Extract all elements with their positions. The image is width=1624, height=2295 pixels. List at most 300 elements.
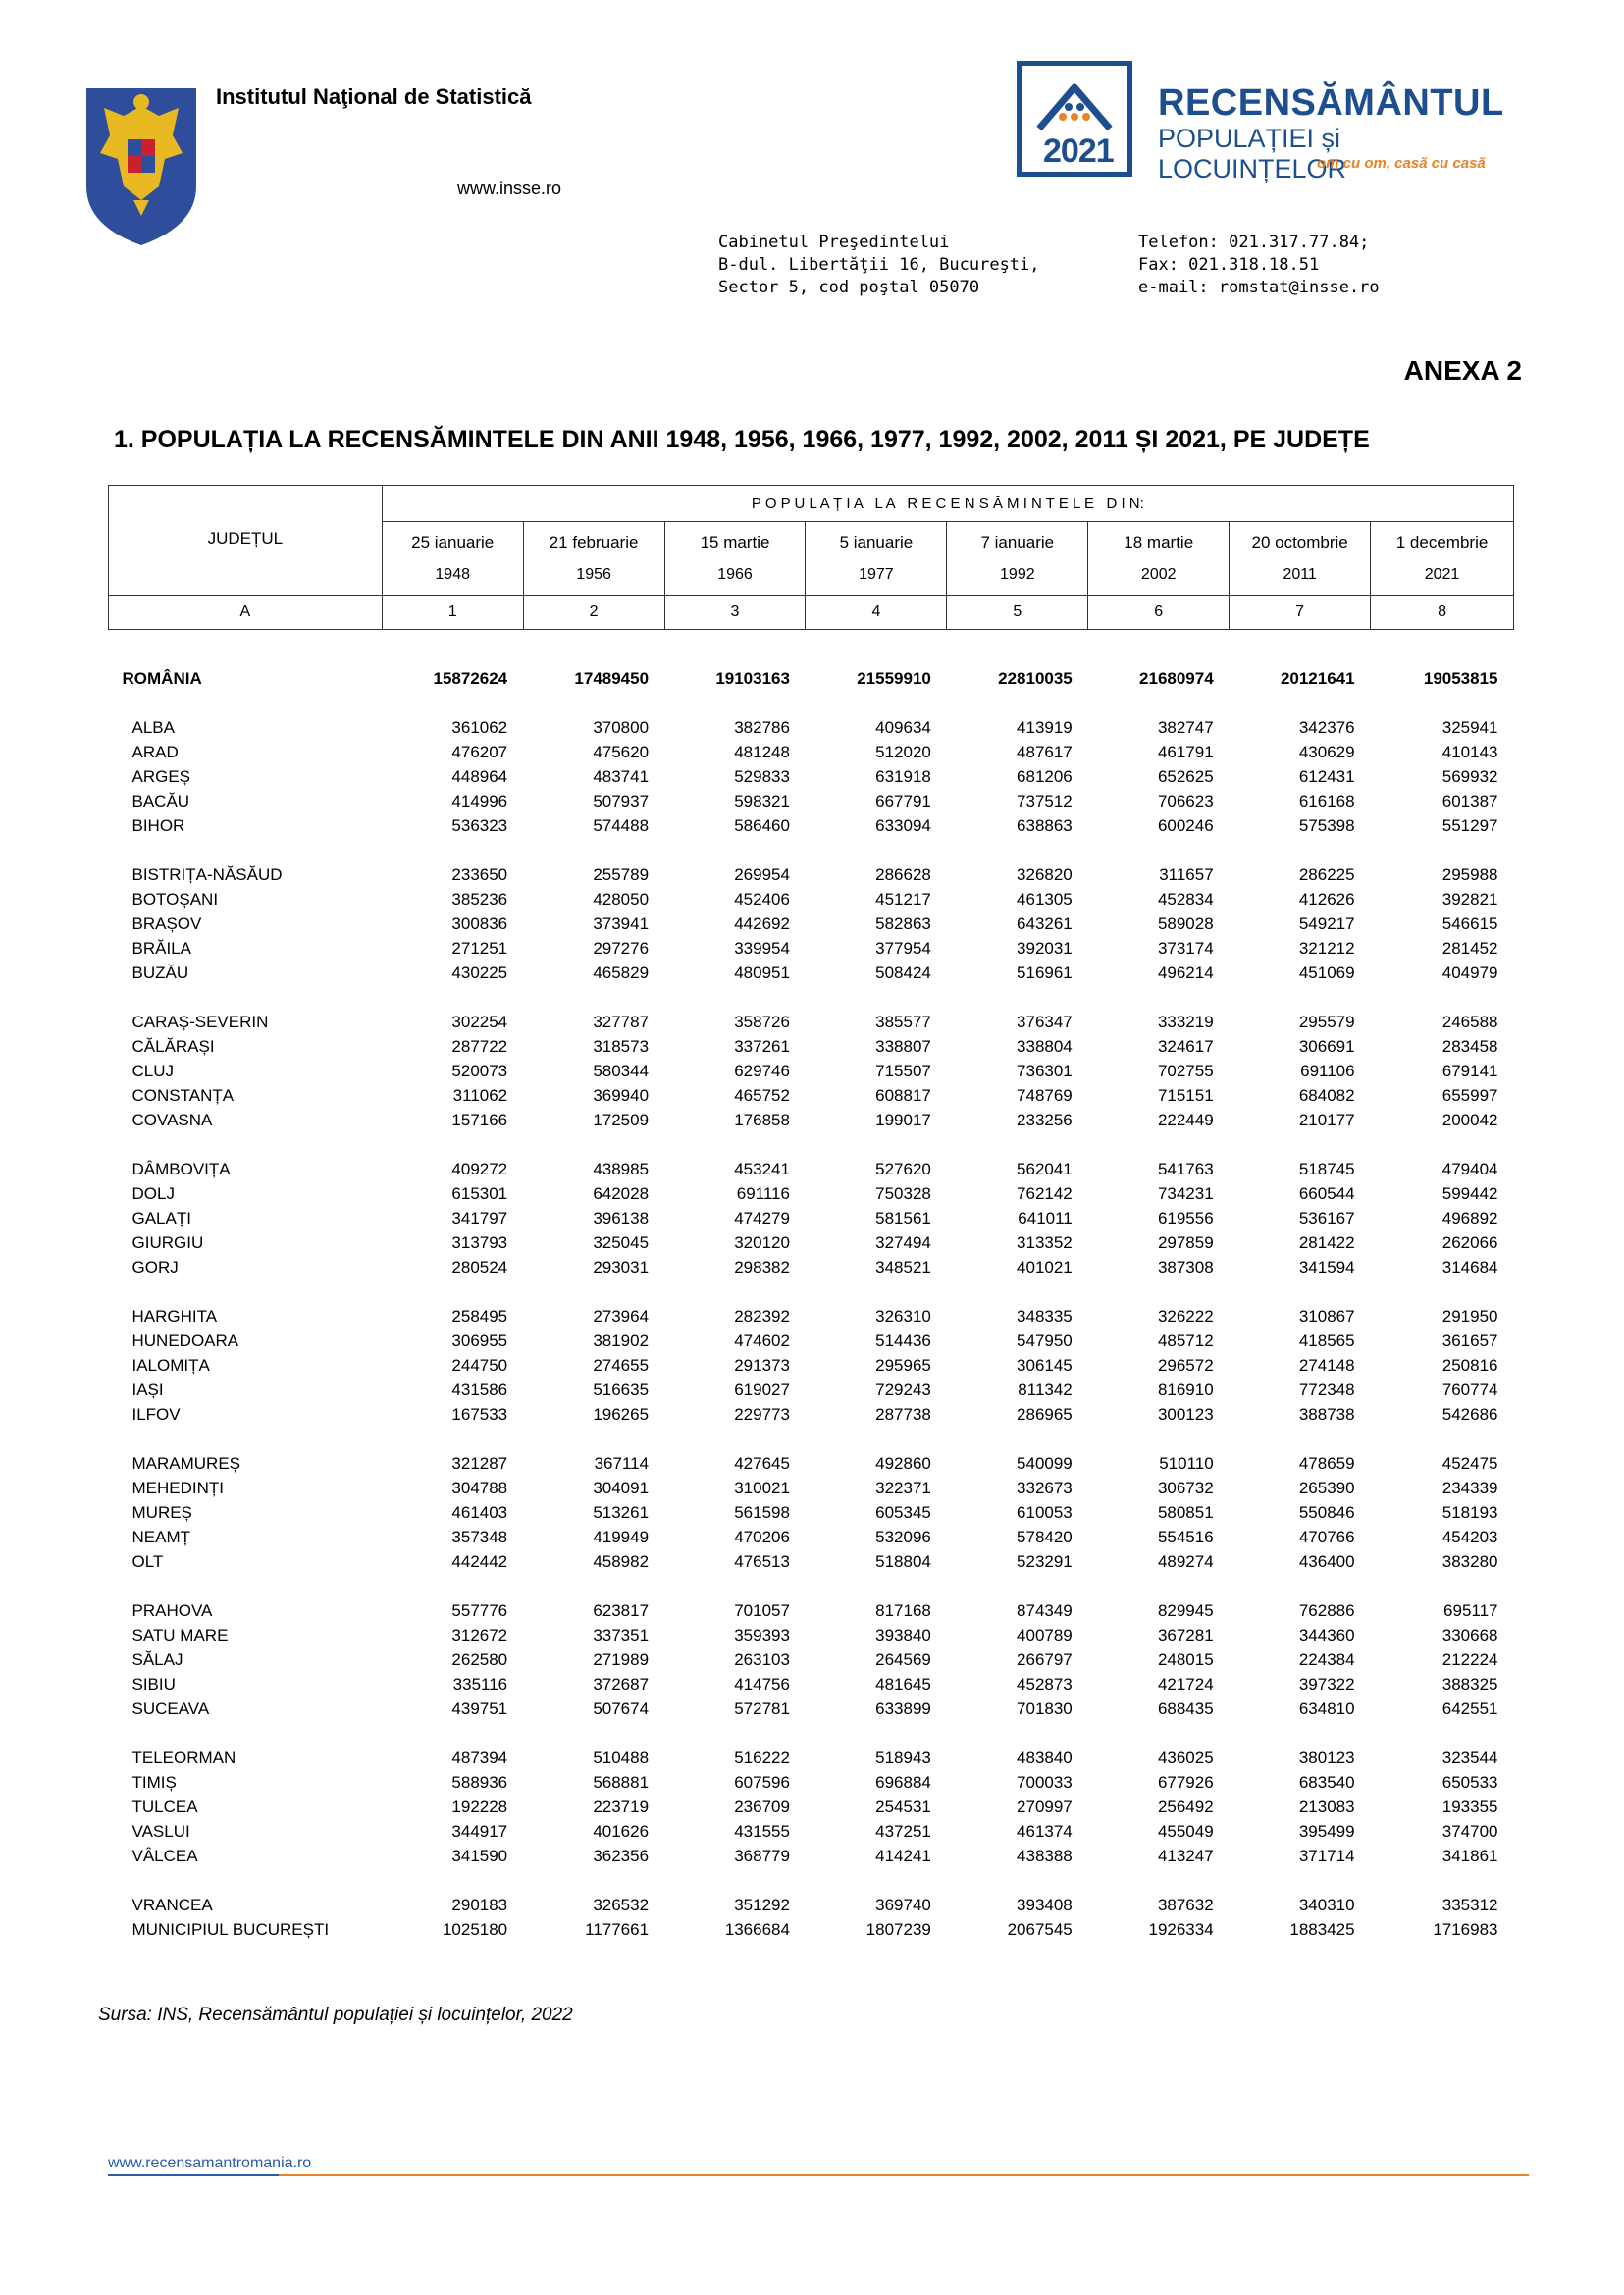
population-value: 421724 <box>1157 1674 1214 1694</box>
population-value: 2067545 <box>1007 1919 1073 1939</box>
population-value: 684082 <box>1298 1085 1355 1105</box>
population-value: 605345 <box>875 1502 931 1522</box>
population-value: 481248 <box>734 742 790 761</box>
population-value: 561598 <box>734 1502 790 1522</box>
population-value: 341797 <box>451 1208 508 1227</box>
county-name: CARAȘ-SEVERIN <box>131 1012 269 1031</box>
population-value: 578420 <box>1017 1527 1073 1546</box>
table-row <box>109 1181 1514 1206</box>
spacer-row <box>109 1279 1514 1304</box>
population-value: 772348 <box>1298 1380 1355 1399</box>
population-value: 431586 <box>451 1380 508 1399</box>
population-value: 598321 <box>734 791 790 810</box>
population-value: 311657 <box>1159 864 1214 884</box>
population-value: 438985 <box>593 1159 650 1178</box>
table-row <box>109 1525 1514 1549</box>
table-row <box>109 789 1514 813</box>
population-value: 291950 <box>1441 1306 1498 1326</box>
population-value: 388738 <box>1298 1404 1355 1424</box>
population-value: 290183 <box>451 1895 508 1914</box>
census-date-header <box>1371 522 1514 596</box>
column-index: 1 <box>382 596 523 630</box>
population-value: 338804 <box>1017 1036 1073 1056</box>
population-value: 313793 <box>451 1232 508 1252</box>
population-value: 287738 <box>875 1404 931 1424</box>
population-value: 306732 <box>1157 1478 1214 1497</box>
table-row <box>109 1672 1514 1696</box>
population-value: 518804 <box>875 1551 931 1571</box>
population-value: 508424 <box>875 963 931 982</box>
population-value: 298382 <box>734 1257 790 1277</box>
county-name: BISTRIȚA-NĂSĂUD <box>131 864 283 884</box>
spacer-row <box>109 1427 1514 1451</box>
census-date: 20 octombrie <box>1251 533 1348 551</box>
population-value: 395499 <box>1298 1821 1355 1841</box>
population-value: 549217 <box>1298 913 1355 933</box>
population-value: 516961 <box>1017 963 1073 982</box>
population-value: 453241 <box>734 1159 790 1178</box>
census-date-header <box>1088 522 1230 596</box>
table-row <box>109 1034 1514 1059</box>
population-value: 412626 <box>1298 889 1355 909</box>
county-name: COVASNA <box>131 1110 213 1129</box>
population-value: 701830 <box>1017 1698 1073 1718</box>
population-value: 266797 <box>1017 1649 1073 1669</box>
population-value: 427645 <box>734 1453 790 1473</box>
population-value: 413919 <box>1017 717 1073 737</box>
census-logo-box <box>1017 61 1132 177</box>
column-index: 4 <box>806 596 947 630</box>
population-value: 401626 <box>593 1821 650 1841</box>
population-value: 667791 <box>875 791 931 810</box>
population-value: 410143 <box>1441 742 1498 761</box>
population-value: 325941 <box>1441 717 1498 737</box>
column-index: 2 <box>523 596 664 630</box>
population-value: 369740 <box>875 1895 931 1914</box>
population-value: 612431 <box>1298 766 1355 786</box>
table-row <box>109 764 1514 789</box>
population-value: 234339 <box>1441 1478 1498 1497</box>
population-value: 811342 <box>1018 1380 1073 1399</box>
population-value: 608817 <box>875 1085 931 1105</box>
population-value: 370800 <box>593 717 650 737</box>
population-value: 19103163 <box>715 668 790 688</box>
institute-website[interactable]: www.insse.ro <box>457 179 562 198</box>
population-value: 476513 <box>734 1551 790 1571</box>
population-value: 248015 <box>1157 1649 1214 1669</box>
spacer-row <box>109 1279 1514 1304</box>
total-row <box>109 666 1514 691</box>
table-row <box>109 1598 1514 1623</box>
population-value: 610053 <box>1017 1502 1073 1522</box>
population-value: 287722 <box>451 1036 508 1056</box>
population-value: 589028 <box>1157 913 1214 933</box>
population-value: 436025 <box>1157 1747 1214 1767</box>
column-index: 7 <box>1230 596 1371 630</box>
spacer-row <box>109 630 1514 667</box>
spacer-row <box>109 1427 1514 1451</box>
population-value: 330668 <box>1441 1625 1498 1644</box>
population-value: 546615 <box>1441 913 1498 933</box>
population-value: 20121641 <box>1280 668 1355 688</box>
population-value: 436400 <box>1298 1551 1355 1571</box>
population-value: 17489450 <box>574 668 650 688</box>
population-value: 430225 <box>451 963 508 982</box>
spacer-row <box>109 1721 1514 1746</box>
county-name: TIMIȘ <box>131 1772 177 1792</box>
population-value: 283458 <box>1441 1036 1498 1056</box>
county-name: CĂLĂRAȘI <box>131 1036 215 1056</box>
population-value: 311062 <box>452 1085 508 1105</box>
census-year: 2002 <box>1140 566 1177 583</box>
table-row <box>109 1010 1514 1034</box>
house-icon <box>1029 74 1120 132</box>
population-value: 760774 <box>1441 1380 1498 1399</box>
population-value: 586460 <box>734 815 790 835</box>
population-value: 413247 <box>1157 1846 1214 1865</box>
table-row <box>109 1304 1514 1329</box>
population-value: 306691 <box>1298 1036 1355 1056</box>
population-value: 167533 <box>451 1404 508 1424</box>
population-value: 431555 <box>734 1821 790 1841</box>
spacer-row <box>109 691 1514 715</box>
population-value: 322371 <box>875 1478 931 1497</box>
population-value: 650533 <box>1441 1772 1498 1792</box>
population-value: 478659 <box>1298 1453 1355 1473</box>
population-value: 341861 <box>1441 1846 1498 1865</box>
county-name: GIURGIU <box>131 1232 204 1252</box>
population-value: 367114 <box>594 1453 650 1473</box>
population-value: 829945 <box>1157 1600 1214 1620</box>
cabinet-line: Sector 5, cod poştal 05070 <box>718 278 980 297</box>
population-value: 816910 <box>1157 1380 1214 1399</box>
population-value: 172509 <box>593 1110 650 1129</box>
population-value: 619027 <box>734 1380 790 1399</box>
institute-name: Institutul Naţional de Statistică <box>216 84 532 109</box>
county-name: BUZĂU <box>131 963 189 982</box>
table-row <box>109 1206 1514 1230</box>
population-value: 348335 <box>1017 1306 1073 1326</box>
population-value: 696884 <box>875 1772 931 1792</box>
population-value: 762142 <box>1017 1183 1073 1203</box>
population-value: 461305 <box>1017 889 1073 909</box>
population-value: 19053815 <box>1423 668 1498 688</box>
population-value: 540099 <box>1017 1453 1073 1473</box>
population-value: 282392 <box>734 1306 790 1326</box>
cabinet-line: B-dul. Libertăţii 16, Bucureşti, <box>718 255 1040 275</box>
county-name: SUCEAVA <box>131 1698 210 1718</box>
population-value: 295988 <box>1441 864 1498 884</box>
population-value: 337261 <box>734 1036 790 1056</box>
census-date-header <box>523 522 664 596</box>
population-value: 409634 <box>875 717 931 737</box>
population-value: 715151 <box>1157 1085 1214 1105</box>
annex-label: ANEXA 2 <box>1403 355 1522 386</box>
population-value: 619556 <box>1157 1208 1214 1227</box>
population-value: 516222 <box>734 1747 790 1767</box>
table-row <box>109 1451 1514 1476</box>
county-name: VASLUI <box>131 1821 190 1841</box>
population-value: 655997 <box>1441 1085 1498 1105</box>
population-value: 557776 <box>451 1600 508 1620</box>
population-value: 485712 <box>1157 1330 1214 1350</box>
population-value: 271251 <box>451 938 508 958</box>
table-row <box>109 1623 1514 1647</box>
population-value: 461374 <box>1017 1821 1073 1841</box>
county-name: TULCEA <box>131 1797 198 1816</box>
population-value: 691116 <box>736 1183 790 1203</box>
population-value: 264569 <box>875 1649 931 1669</box>
table-row <box>109 1157 1514 1181</box>
population-value: 286225 <box>1298 864 1355 884</box>
county-name: SIBIU <box>131 1674 176 1694</box>
spacer-row <box>109 1721 1514 1746</box>
population-value: 748769 <box>1017 1085 1073 1105</box>
population-value: 580344 <box>593 1061 650 1080</box>
population-value: 314684 <box>1441 1257 1498 1277</box>
column-index: 8 <box>1371 596 1514 630</box>
table-row <box>109 1230 1514 1255</box>
population-value: 200042 <box>1441 1110 1498 1129</box>
population-value: 507937 <box>593 791 650 810</box>
population-value: 569932 <box>1441 766 1498 786</box>
population-value: 461791 <box>1157 742 1214 761</box>
population-value: 476207 <box>451 742 508 761</box>
population-value: 581561 <box>875 1208 931 1227</box>
coat-of-arms-icon <box>82 78 200 247</box>
county-name: BIHOR <box>131 815 185 835</box>
population-value: 254531 <box>875 1797 931 1816</box>
population-value: 300123 <box>1157 1404 1214 1424</box>
census-date: 18 martie <box>1124 533 1194 551</box>
county-name: PRAHOVA <box>131 1600 213 1620</box>
population-value: 233256 <box>1017 1110 1073 1129</box>
population-value: 262066 <box>1441 1232 1498 1252</box>
population-value: 313352 <box>1017 1232 1073 1252</box>
population-value: 512020 <box>875 742 931 761</box>
population-value: 377954 <box>875 938 931 958</box>
population-value: 438388 <box>1017 1846 1073 1865</box>
population-value: 874349 <box>1017 1600 1073 1620</box>
table-body <box>109 630 1514 1943</box>
population-value: 536167 <box>1298 1208 1355 1227</box>
population-value: 633094 <box>875 815 931 835</box>
population-value: 373941 <box>593 913 650 933</box>
population-value: 286628 <box>875 864 931 884</box>
population-value: 452834 <box>1157 889 1214 909</box>
population-value: 547950 <box>1017 1330 1073 1350</box>
population-value: 21680974 <box>1139 668 1214 688</box>
county-name: NEAMȚ <box>131 1527 190 1546</box>
column-index: 6 <box>1088 596 1230 630</box>
population-value: 359393 <box>734 1625 790 1644</box>
population-value: 487617 <box>1017 742 1073 761</box>
population-value: 270997 <box>1017 1797 1073 1816</box>
footer-divider <box>108 2174 1529 2176</box>
population-value: 269954 <box>734 864 790 884</box>
table-row <box>109 1795 1514 1819</box>
population-value: 551297 <box>1441 815 1498 835</box>
table-row <box>109 1059 1514 1083</box>
footer-link[interactable]: www.recensamantromania.ro <box>108 2155 312 2171</box>
population-value: 695117 <box>1443 1600 1498 1620</box>
population-value: 474602 <box>734 1330 790 1350</box>
table-row <box>109 740 1514 764</box>
population-value: 157166 <box>451 1110 508 1129</box>
population-value: 393408 <box>1017 1895 1073 1914</box>
population-value: 516635 <box>593 1380 650 1399</box>
population-value: 387632 <box>1157 1895 1214 1914</box>
population-value: 1177661 <box>585 1919 650 1939</box>
population-value: 341590 <box>451 1846 508 1865</box>
county-name: GALAȚI <box>131 1208 191 1227</box>
spacer-row <box>109 1574 1514 1598</box>
population-value: 392821 <box>1441 889 1498 909</box>
table-row <box>109 1819 1514 1844</box>
population-value: 22810035 <box>998 668 1073 688</box>
county-name: BRĂILA <box>131 938 191 958</box>
population-value: 572781 <box>734 1698 790 1718</box>
population-value: 480951 <box>734 963 790 982</box>
population-value: 510110 <box>1159 1453 1214 1473</box>
census-date-header <box>1230 522 1371 596</box>
population-value: 588936 <box>451 1772 508 1792</box>
population-value: 536323 <box>451 815 508 835</box>
census-year: 1956 <box>576 566 611 583</box>
county-name: ARAD <box>131 742 179 761</box>
population-value: 236709 <box>734 1797 790 1816</box>
page-title: 1. POPULAȚIA LA RECENSĂMINTELE DIN ANII 1948, 1956, 1966, 1977, 1992, 2002, 2011 ȘI 2021, PE JUDEȚE <box>114 426 1370 453</box>
population-value: 643261 <box>1017 913 1073 933</box>
county-name: SATU MARE <box>131 1625 229 1644</box>
population-value: 320120 <box>734 1232 790 1252</box>
population-value: 414241 <box>875 1846 931 1865</box>
population-value: 300836 <box>451 913 508 933</box>
population-value: 475620 <box>593 742 650 761</box>
population-value: 461403 <box>451 1502 508 1522</box>
population-value: 256492 <box>1157 1797 1214 1816</box>
population-value: 418565 <box>1298 1330 1355 1350</box>
census-logo-title: RECENSĂMÂNTUL <box>1158 82 1504 124</box>
population-value: 465829 <box>593 963 650 982</box>
census-date: 7 ianuarie <box>980 533 1055 551</box>
population-value: 700033 <box>1017 1772 1073 1792</box>
population-value: 437251 <box>875 1821 931 1841</box>
population-value: 262580 <box>451 1649 508 1669</box>
population-value: 362356 <box>593 1846 650 1865</box>
table-row <box>109 1844 1514 1868</box>
population-value: 304788 <box>451 1478 508 1497</box>
population-value: 281422 <box>1298 1232 1355 1252</box>
county-name: VRANCEA <box>131 1895 213 1914</box>
population-value: 582863 <box>875 913 931 933</box>
population-value: 223719 <box>593 1797 650 1816</box>
population-value: 529833 <box>734 766 790 786</box>
table-row <box>109 887 1514 912</box>
population-value: 574488 <box>593 815 650 835</box>
census-date-header <box>947 522 1088 596</box>
table-row <box>109 813 1514 838</box>
population-value: 224384 <box>1298 1649 1355 1669</box>
table-row <box>109 862 1514 887</box>
spacer-row <box>109 1868 1514 1893</box>
county-name: BACĂU <box>131 791 190 810</box>
population-value: 338807 <box>875 1036 931 1056</box>
census-date-header <box>664 522 806 596</box>
population-value: 348521 <box>875 1257 931 1277</box>
population-value: 212224 <box>1441 1649 1498 1669</box>
population-value: 474279 <box>734 1208 790 1227</box>
census-date: 1 decembrie <box>1395 533 1489 551</box>
population-value: 193355 <box>1441 1797 1498 1816</box>
population-value: 454203 <box>1441 1527 1498 1546</box>
population-value: 369940 <box>593 1085 650 1105</box>
population-value: 385236 <box>451 889 508 909</box>
population-value: 222449 <box>1157 1110 1214 1129</box>
population-value: 393840 <box>875 1625 931 1644</box>
population-value: 817168 <box>875 1600 931 1620</box>
population-value: 452873 <box>1017 1674 1073 1694</box>
cabinet-line: Cabinetul Preşedintelui <box>718 233 950 252</box>
spacer-row <box>109 838 1514 862</box>
population-value: 368779 <box>734 1846 790 1865</box>
population-value: 274655 <box>593 1355 650 1375</box>
population-value: 332673 <box>1017 1478 1073 1497</box>
table-row <box>109 715 1514 740</box>
population-value: 344360 <box>1298 1625 1355 1644</box>
population-value: 518943 <box>875 1747 931 1767</box>
population-value: 15872624 <box>433 668 508 688</box>
population-value: 481645 <box>875 1674 931 1694</box>
population-value: 430629 <box>1298 742 1355 761</box>
population-value: 691106 <box>1300 1061 1355 1080</box>
population-value: 274148 <box>1298 1355 1355 1375</box>
population-value: 233650 <box>451 864 508 884</box>
county-name: ILFOV <box>131 1404 181 1424</box>
spacer-row <box>109 1132 1514 1157</box>
population-value: 326310 <box>875 1306 931 1326</box>
population-value: 327787 <box>593 1012 650 1031</box>
population-value: 542686 <box>1441 1404 1498 1424</box>
population-value: 641011 <box>1018 1208 1073 1227</box>
population-value: 250816 <box>1441 1355 1498 1375</box>
population-value: 409272 <box>451 1159 508 1178</box>
population-value: 383280 <box>1441 1551 1498 1571</box>
population-value: 373174 <box>1157 938 1214 958</box>
census-date: 15 martie <box>700 533 770 551</box>
population-value: 321287 <box>451 1453 508 1473</box>
population-value: 688435 <box>1157 1698 1214 1718</box>
population-table <box>108 485 1514 1942</box>
population-value: 340310 <box>1298 1895 1355 1914</box>
population-value: 681206 <box>1017 766 1073 786</box>
population-value: 372687 <box>593 1674 650 1694</box>
population-value: 496892 <box>1441 1208 1498 1227</box>
population-value: 1716983 <box>1433 1919 1498 1939</box>
population-value: 452475 <box>1441 1453 1498 1473</box>
population-value: 323544 <box>1441 1747 1498 1767</box>
population-value: 442692 <box>734 913 790 933</box>
spacer-row <box>109 985 1514 1010</box>
population-value: 599442 <box>1441 1183 1498 1203</box>
population-value: 263103 <box>734 1649 790 1669</box>
population-value: 1926334 <box>1148 1919 1214 1939</box>
county-name: BOTOȘANI <box>131 889 219 909</box>
population-value: 326222 <box>1157 1306 1214 1326</box>
contact-email: e-mail: romstat@insse.ro <box>1138 278 1380 297</box>
census-year: 1966 <box>717 566 753 583</box>
population-value: 371714 <box>1298 1846 1355 1865</box>
